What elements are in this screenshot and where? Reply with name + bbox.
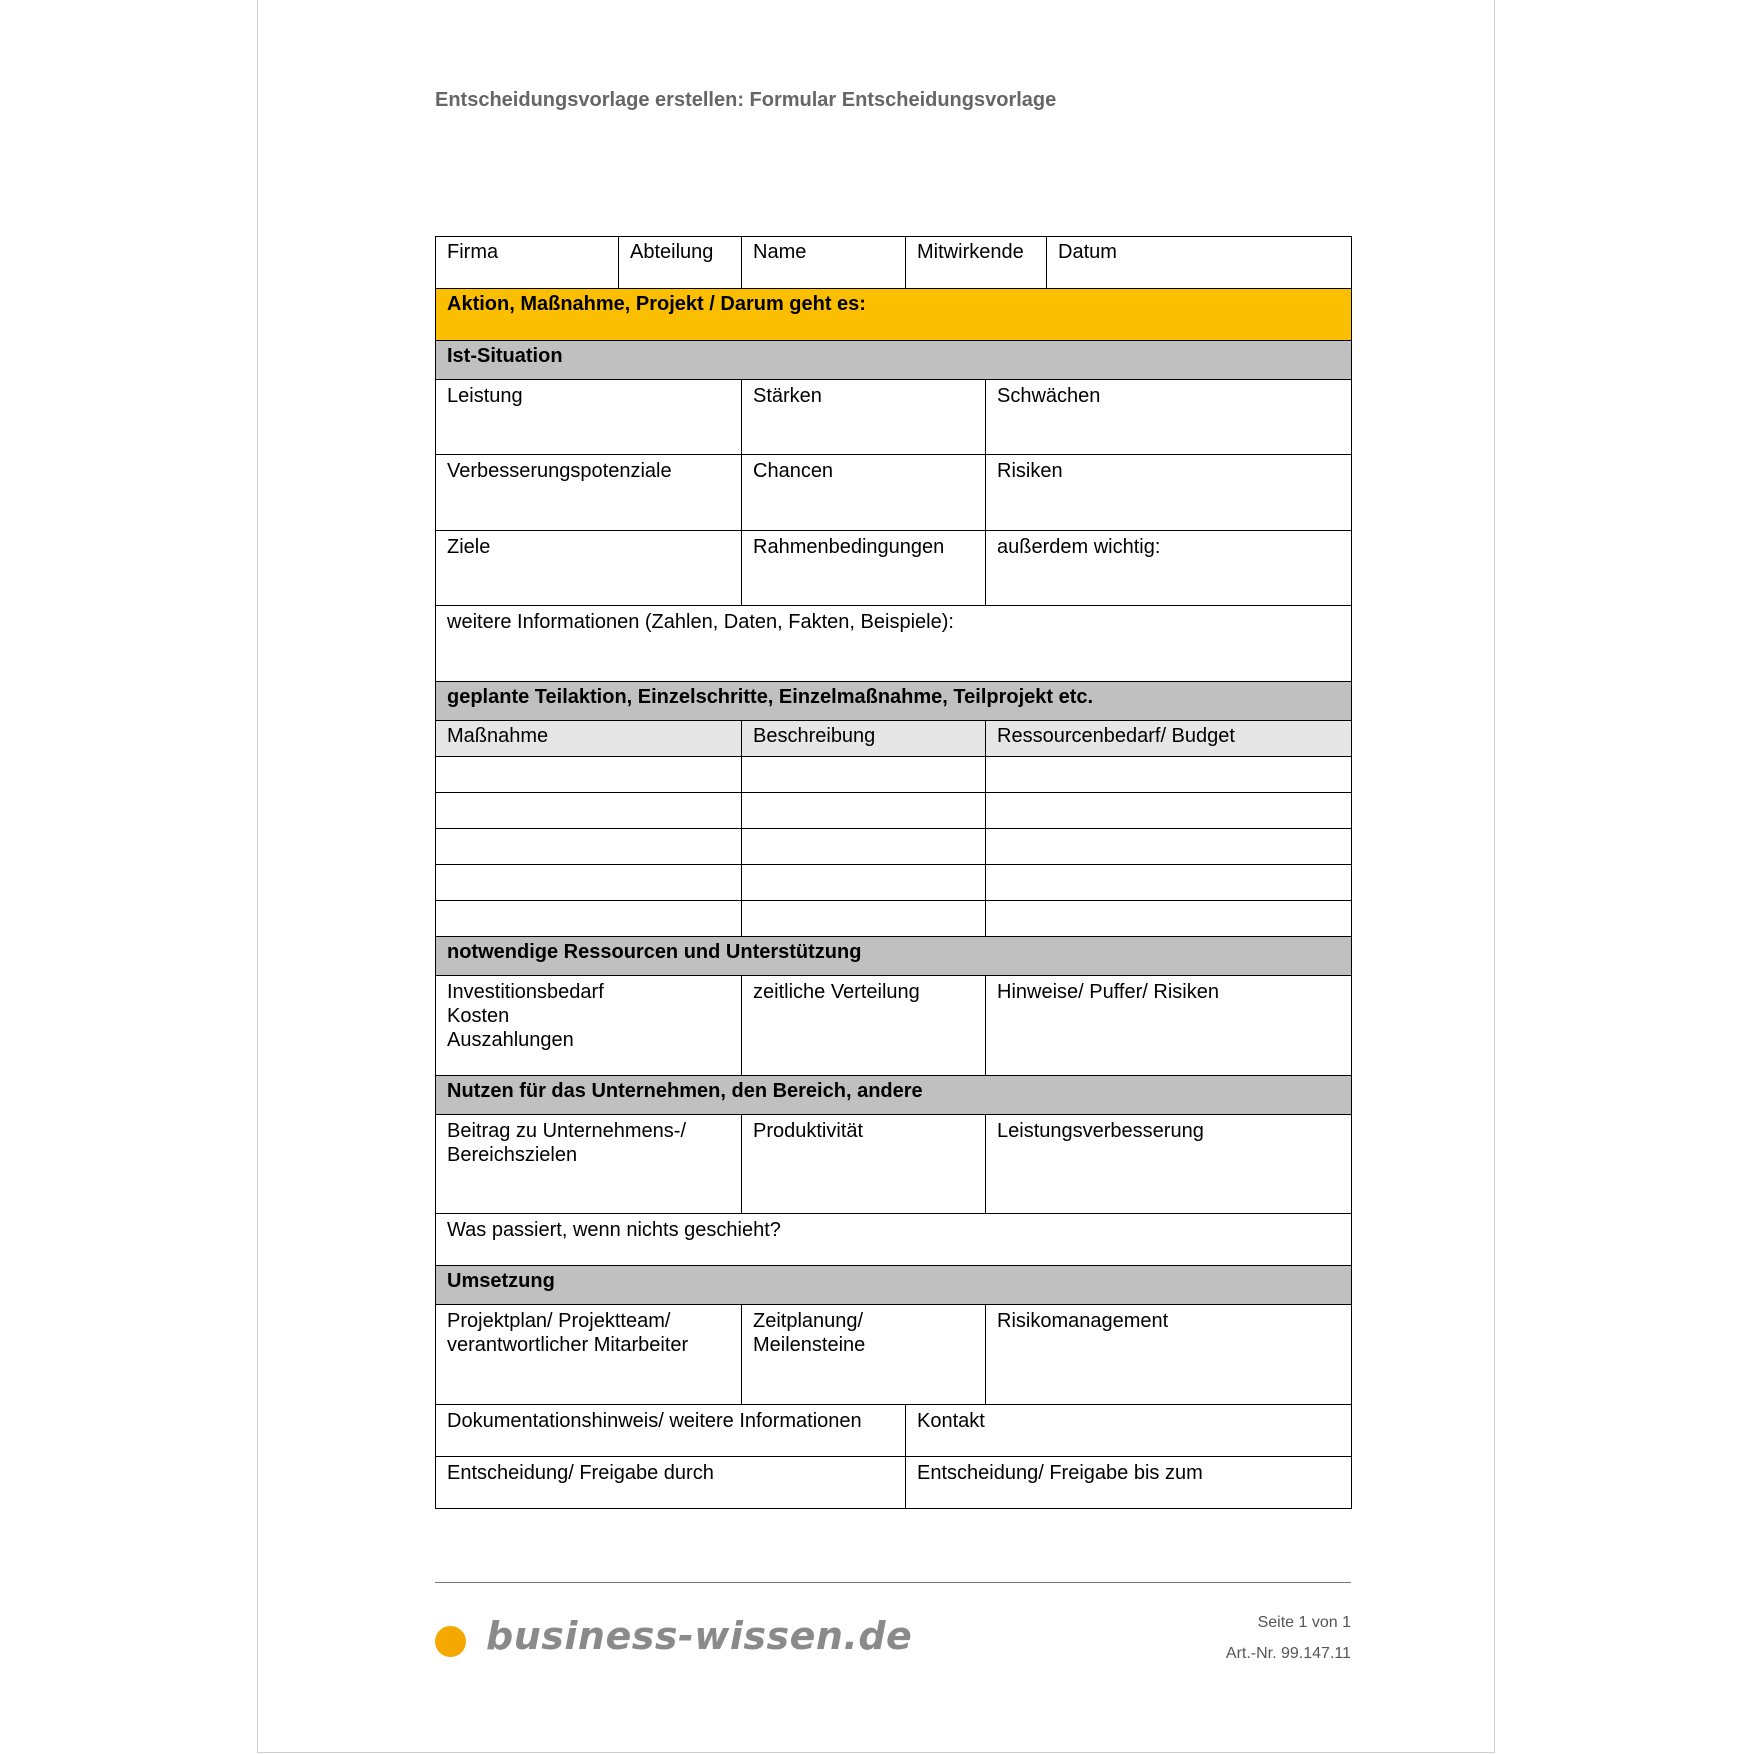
field-ziele[interactable]: Ziele	[436, 531, 742, 606]
table-cell[interactable]	[986, 829, 1352, 865]
planned-heading: geplante Teilaktion, Einzelschritte, Einzelmaßnahme, Teilprojekt etc.	[436, 682, 1352, 721]
field-abteilung[interactable]: Abteilung	[619, 237, 742, 289]
table-cell[interactable]	[742, 829, 986, 865]
decision-form	[435, 236, 1352, 1509]
field-projektplan[interactable]: Projektplan/ Projektteam/ verantwortlicher Mitarbeiter	[436, 1305, 742, 1405]
page-number: Seite 1 von 1	[1257, 1614, 1351, 1631]
field-weitere-informationen[interactable]: weitere Informationen (Zahlen, Daten, Fakten, Beispiele):	[436, 606, 1352, 682]
field-was-passiert[interactable]: Was passiert, wenn nichts geschieht?	[436, 1214, 1352, 1266]
table-cell[interactable]	[986, 757, 1352, 793]
logo: business-wissen.de	[486, 1614, 913, 1658]
field-leistung[interactable]: Leistung	[436, 380, 742, 455]
implementation-heading: Umsetzung	[436, 1266, 1352, 1305]
action-heading: Aktion, Maßnahme, Projekt / Darum geht es:	[436, 289, 1352, 341]
column-header-beschreibung: Beschreibung	[742, 721, 986, 757]
field-freigabe-bis[interactable]: Entscheidung/ Freigabe bis zum	[906, 1457, 1352, 1509]
field-leistungsverbesserung[interactable]: Leistungsverbesserung	[986, 1115, 1352, 1214]
table-cell[interactable]	[986, 865, 1352, 901]
document-title: Entscheidungsvorlage erstellen: Formular Entscheidungsvorlage	[435, 89, 1057, 111]
field-chancen[interactable]: Chancen	[742, 455, 986, 531]
ist-situation-heading: Ist-Situation	[436, 341, 1352, 380]
column-header-ressourcenbedarf: Ressourcenbedarf/ Budget	[986, 721, 1352, 757]
field-freigabe-durch[interactable]: Entscheidung/ Freigabe durch	[436, 1457, 906, 1509]
field-staerken[interactable]: Stärken	[742, 380, 986, 455]
benefit-heading: Nutzen für das Unternehmen, den Bereich, andere	[436, 1076, 1352, 1115]
table-cell[interactable]	[436, 829, 742, 865]
table-cell[interactable]	[436, 901, 742, 937]
field-datum[interactable]: Datum	[1047, 237, 1352, 289]
table-cell[interactable]	[986, 901, 1352, 937]
field-risiken[interactable]: Risiken	[986, 455, 1352, 531]
logo-dot-icon	[435, 1626, 466, 1657]
field-beitrag-zielen[interactable]: Beitrag zu Unternehmens-/ Bereichszielen	[436, 1115, 742, 1214]
field-zeitliche-verteilung[interactable]: zeitliche Verteilung	[742, 976, 986, 1076]
table-cell[interactable]	[436, 757, 742, 793]
table-cell[interactable]	[742, 757, 986, 793]
article-number: Art.-Nr. 99.147.11	[1225, 1645, 1351, 1662]
field-firma[interactable]: Firma	[436, 237, 619, 289]
field-kontakt[interactable]: Kontakt	[906, 1405, 1352, 1457]
table-cell[interactable]	[436, 793, 742, 829]
field-zeitplanung[interactable]: Zeitplanung/ Meilensteine	[742, 1305, 986, 1405]
resources-heading: notwendige Ressourcen und Unterstützung	[436, 937, 1352, 976]
page-info	[1226, 1607, 1351, 1669]
field-produktivitaet[interactable]: Produktivität	[742, 1115, 986, 1214]
field-name[interactable]: Name	[742, 237, 906, 289]
field-investitionsbedarf[interactable]: Investitionsbedarf Kosten Auszahlungen	[436, 976, 742, 1076]
table-cell[interactable]	[742, 793, 986, 829]
footer-divider	[435, 1582, 1351, 1583]
table-cell[interactable]	[742, 865, 986, 901]
field-ausserdem-wichtig[interactable]: außerdem wichtig:	[986, 531, 1352, 606]
table-cell[interactable]	[436, 865, 742, 901]
column-header-massnahme: Maßnahme	[436, 721, 742, 757]
field-risikomanagement[interactable]: Risikomanagement	[986, 1305, 1352, 1405]
table-cell[interactable]	[742, 901, 986, 937]
table-cell[interactable]	[986, 793, 1352, 829]
field-verbesserungspotenziale[interactable]: Verbesserungspotenziale	[436, 455, 742, 531]
field-rahmenbedingungen[interactable]: Rahmenbedingungen	[742, 531, 986, 606]
field-hinweise-puffer-risiken[interactable]: Hinweise/ Puffer/ Risiken	[986, 976, 1352, 1076]
field-schwaechen[interactable]: Schwächen	[986, 380, 1352, 455]
field-mitwirkende[interactable]: Mitwirkende	[906, 237, 1047, 289]
field-dokumentationshinweis[interactable]: Dokumentationshinweis/ weitere Informationen	[436, 1405, 906, 1457]
